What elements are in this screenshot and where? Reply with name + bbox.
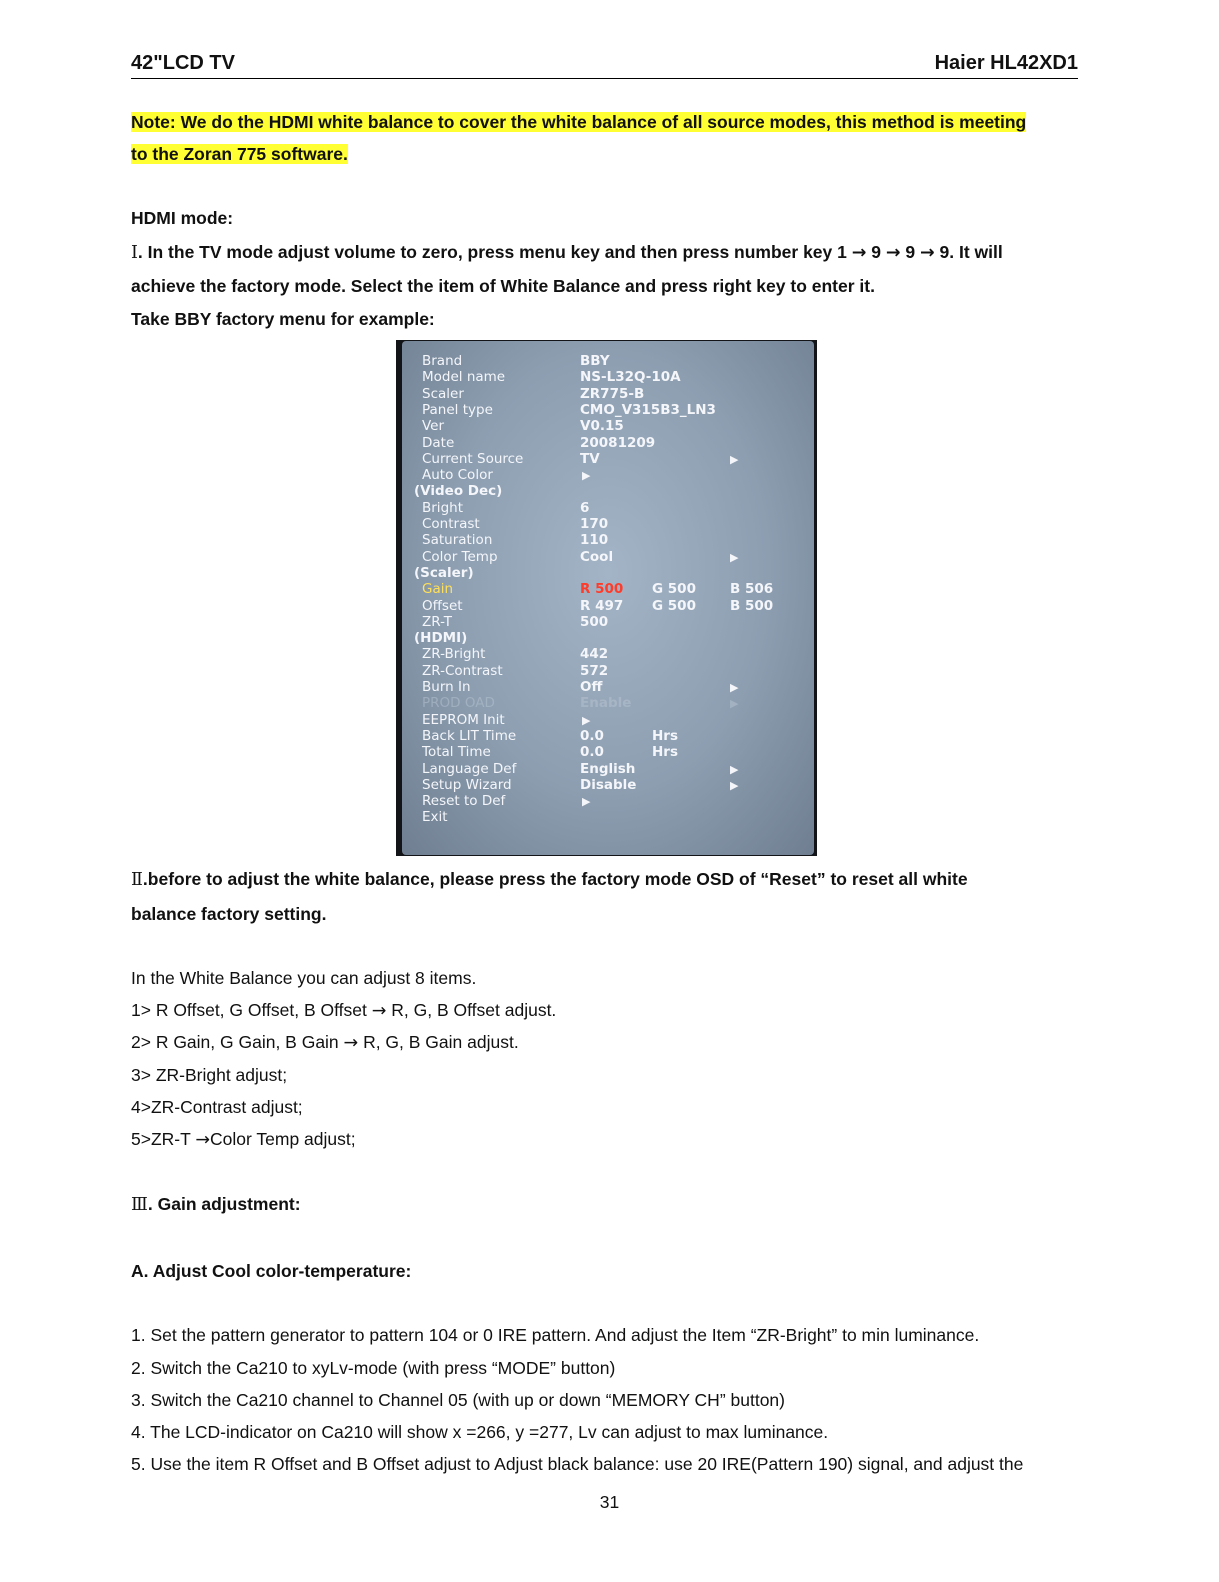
osd-menu-row xyxy=(402,777,814,793)
roman-numeral-2: Ⅱ xyxy=(131,870,143,890)
osd-menu-row xyxy=(402,386,814,402)
osd-row-label: Ver xyxy=(422,418,445,435)
osd-row-label: Panel type xyxy=(422,401,493,418)
wb-item-2-b: R, G, B Gain adjust. xyxy=(358,1032,519,1052)
wb-item-4: 4>ZR-Contrast adjust; xyxy=(131,1097,303,1117)
osd-row-value: B 506 xyxy=(730,581,774,598)
page-number: 31 xyxy=(599,1492,620,1512)
header-model-name: Haier HL42XD1 xyxy=(934,52,1078,74)
play-arrow-icon: ▶ xyxy=(582,713,591,727)
wb-intro: In the White Balance you can adjust 8 items. xyxy=(131,968,477,988)
osd-row-label: ZR-T xyxy=(422,613,452,630)
osd-row-value: NS-L32Q-10A xyxy=(580,369,681,386)
osd-menu-row xyxy=(402,630,814,646)
osd-row-value: ZR775-B xyxy=(580,385,645,402)
hdmi-mode-title: HDMI mode: xyxy=(131,208,234,228)
osd-row-label: Saturation xyxy=(422,532,493,549)
osd-row-value: 500 xyxy=(580,613,609,630)
osd-menu-row xyxy=(402,712,814,728)
arrow-icon: → xyxy=(851,243,867,263)
step2-line-2: balance factory setting. xyxy=(131,904,327,924)
play-arrow-icon: ▶ xyxy=(730,778,739,792)
play-arrow-icon: ▶ xyxy=(730,550,739,564)
osd-row-value: TV xyxy=(580,450,600,467)
osd-row-label: Total Time xyxy=(422,744,491,761)
wb-item-1-b: R, G, B Offset adjust. xyxy=(386,1000,557,1020)
osd-row-value: 170 xyxy=(580,516,609,532)
osd-row-value: R 500 xyxy=(580,581,624,598)
wb-item-1-a: 1> R Offset, G Offset, B Offset xyxy=(131,1000,372,1020)
osd-row-label: Exit xyxy=(422,809,448,826)
osd-row-value: 110 xyxy=(580,532,609,549)
play-arrow-icon: ▶ xyxy=(730,452,739,466)
osd-menu-row xyxy=(402,483,814,499)
osd-menu-row xyxy=(402,549,814,565)
step-item: 3. Switch the Ca210 channel to Channel 05 (with up or down “MEMORY CH” button) xyxy=(131,1390,785,1410)
step-item: 1. Set the pattern generator to pattern 104 or 0 IRE pattern. And adjust the Item “ZR-Bright” to min luminance. xyxy=(131,1325,980,1345)
step1-line-3: Take BBY factory menu for example: xyxy=(131,309,435,329)
factory-menu-photo xyxy=(396,340,817,856)
step2-line-1 xyxy=(131,867,968,892)
osd-row-value: CMO_V315B3_LN3 xyxy=(580,401,716,418)
osd-row-label: (HDMI) xyxy=(414,630,468,647)
note-line-2 xyxy=(131,142,348,166)
osd-row-label: Gain xyxy=(422,581,454,598)
osd-menu-row xyxy=(402,728,814,744)
osd-row-value: 572 xyxy=(580,662,609,679)
step3-title xyxy=(131,1192,301,1217)
osd-row-label: Model name xyxy=(422,369,506,386)
osd-row-value: Enable xyxy=(580,695,632,712)
osd-row-value: 0.0 xyxy=(580,727,604,744)
roman-numeral-3: Ⅲ xyxy=(131,1195,148,1215)
osd-row-value: Disable xyxy=(580,776,637,793)
osd-row-value: V0.15 xyxy=(580,418,624,435)
osd-row-label: Color Temp xyxy=(422,548,498,565)
osd-row-label: Scaler xyxy=(422,385,464,402)
step1-key-9a: 9 xyxy=(866,242,886,262)
osd-menu-row xyxy=(402,679,814,695)
header-model-size: 42"LCD TV xyxy=(131,52,235,74)
note-text-1: Note: We do the HDMI white balance to cover the white balance of all source modes, this method is meeting xyxy=(131,112,1027,132)
osd-menu-row xyxy=(402,598,814,614)
wb-item-5 xyxy=(131,1127,356,1152)
arrow-icon: → xyxy=(195,1130,211,1150)
osd-menu-row xyxy=(402,418,814,434)
osd-row-value: BBY xyxy=(580,353,610,369)
osd-row-label: Brand xyxy=(422,353,463,369)
play-arrow-icon: ▶ xyxy=(730,697,739,711)
osd-row-value: G 500 xyxy=(652,581,696,598)
wb-item-2 xyxy=(131,1030,519,1055)
wb-item-2-a: 2> R Gain, G Gain, B Gain xyxy=(131,1032,344,1052)
osd-row-value: 6 xyxy=(580,499,590,516)
play-arrow-icon: ▶ xyxy=(582,469,591,483)
osd-row-value: 20081209 xyxy=(580,434,656,451)
osd-row-label: ZR-Contrast xyxy=(422,662,503,679)
play-arrow-icon: ▶ xyxy=(730,762,739,776)
osd-row-label: Date xyxy=(422,434,455,451)
factory-menu-screen xyxy=(402,341,814,855)
step-item: 4. The LCD-indicator on Ca210 will show x =266, y =277, Lv can adjust to max luminance. xyxy=(131,1422,829,1442)
osd-row-value: English xyxy=(580,760,636,777)
arrow-icon: → xyxy=(371,1001,387,1021)
play-arrow-icon: ▶ xyxy=(730,681,739,694)
step-item: 2. Switch the Ca210 to xyLv-mode (with press “MODE” button) xyxy=(131,1358,616,1378)
arrow-icon: → xyxy=(343,1033,359,1053)
step3-text: . Gain adjustment: xyxy=(147,1194,301,1214)
osd-menu-row xyxy=(402,516,814,532)
osd-row-label: (Video Dec) xyxy=(414,483,503,500)
osd-row-value: Cool xyxy=(580,548,614,565)
osd-row-label: Back LIT Time xyxy=(422,727,517,744)
note-text-2: to the Zoran 775 software. xyxy=(131,144,348,164)
osd-menu-row xyxy=(402,695,814,711)
osd-menu-row xyxy=(402,581,814,597)
osd-menu-row xyxy=(402,435,814,451)
note-line-1 xyxy=(131,110,1026,134)
step2-text: .before to adjust the white balance, please press the factory mode OSD of “Reset” to reset all white xyxy=(142,869,968,889)
osd-row-label: Reset to Def xyxy=(422,793,506,810)
osd-menu-row xyxy=(402,663,814,679)
osd-row-label: PROD OAD xyxy=(422,695,495,712)
osd-row-label: Contrast xyxy=(422,516,480,532)
osd-menu-row xyxy=(402,353,814,369)
osd-row-value: 442 xyxy=(580,646,609,663)
osd-menu-row xyxy=(402,451,814,467)
osd-menu-row xyxy=(402,744,814,760)
osd-row-value: G 500 xyxy=(652,597,696,614)
step1-tail: 9. It will xyxy=(934,242,1003,262)
osd-menu-row xyxy=(402,646,814,662)
page-header xyxy=(131,52,1078,79)
osd-row-label: Language Def xyxy=(422,760,517,777)
osd-row-value: 0.0 xyxy=(580,744,604,761)
osd-menu-row xyxy=(402,467,814,483)
osd-row-value: Hrs xyxy=(652,744,678,761)
wb-item-1 xyxy=(131,998,556,1023)
osd-menu-row xyxy=(402,532,814,548)
arrow-icon: → xyxy=(885,243,901,263)
osd-row-label: Burn In xyxy=(422,679,471,695)
osd-menu-row xyxy=(402,402,814,418)
osd-row-label: Auto Color xyxy=(422,467,493,484)
osd-menu-row xyxy=(402,793,814,809)
step1-text: . In the TV mode adjust volume to zero, press menu key and then press number key 1 xyxy=(137,242,852,262)
osd-row-value: B 500 xyxy=(730,597,774,614)
osd-menu-row xyxy=(402,614,814,630)
osd-menu-row xyxy=(402,809,814,825)
section-a-title: A. Adjust Cool color-temperature: xyxy=(131,1261,412,1281)
wb-item-3: 3> ZR-Bright adjust; xyxy=(131,1065,288,1085)
osd-row-value: R 497 xyxy=(580,597,624,614)
osd-row-label: Current Source xyxy=(422,450,524,467)
osd-row-label: Offset xyxy=(422,597,463,614)
play-arrow-icon: ▶ xyxy=(582,795,591,809)
arrow-icon: → xyxy=(920,243,935,263)
step1-line-1 xyxy=(131,240,1003,265)
wb-item-5-a: 5>ZR-T xyxy=(131,1129,196,1149)
step1-line-2: achieve the factory mode. Select the item of White Balance and press right key to enter it. xyxy=(131,276,875,296)
step1-key-9b: 9 xyxy=(900,242,921,262)
osd-menu-row xyxy=(402,369,814,385)
osd-row-label: Bright xyxy=(422,499,463,516)
osd-row-label: Setup Wizard xyxy=(422,776,512,793)
osd-row-value: Hrs xyxy=(652,727,678,744)
osd-row-label: ZR-Bright xyxy=(422,646,486,663)
step-item: 5. Use the item R Offset and B Offset adjust to Adjust black balance: use 20 IRE(Pattern 190) signal, and adjust the xyxy=(131,1454,1024,1474)
osd-menu-row xyxy=(402,761,814,777)
osd-menu-row xyxy=(402,500,814,516)
osd-row-label: EEPROM Init xyxy=(422,711,505,728)
wb-item-5-b: Color Temp adjust; xyxy=(210,1129,356,1149)
osd-row-value: Off xyxy=(580,679,603,695)
osd-menu-row xyxy=(402,565,814,581)
osd-row-label: (Scaler) xyxy=(414,564,474,581)
roman-numeral-1: Ⅰ xyxy=(131,243,138,263)
